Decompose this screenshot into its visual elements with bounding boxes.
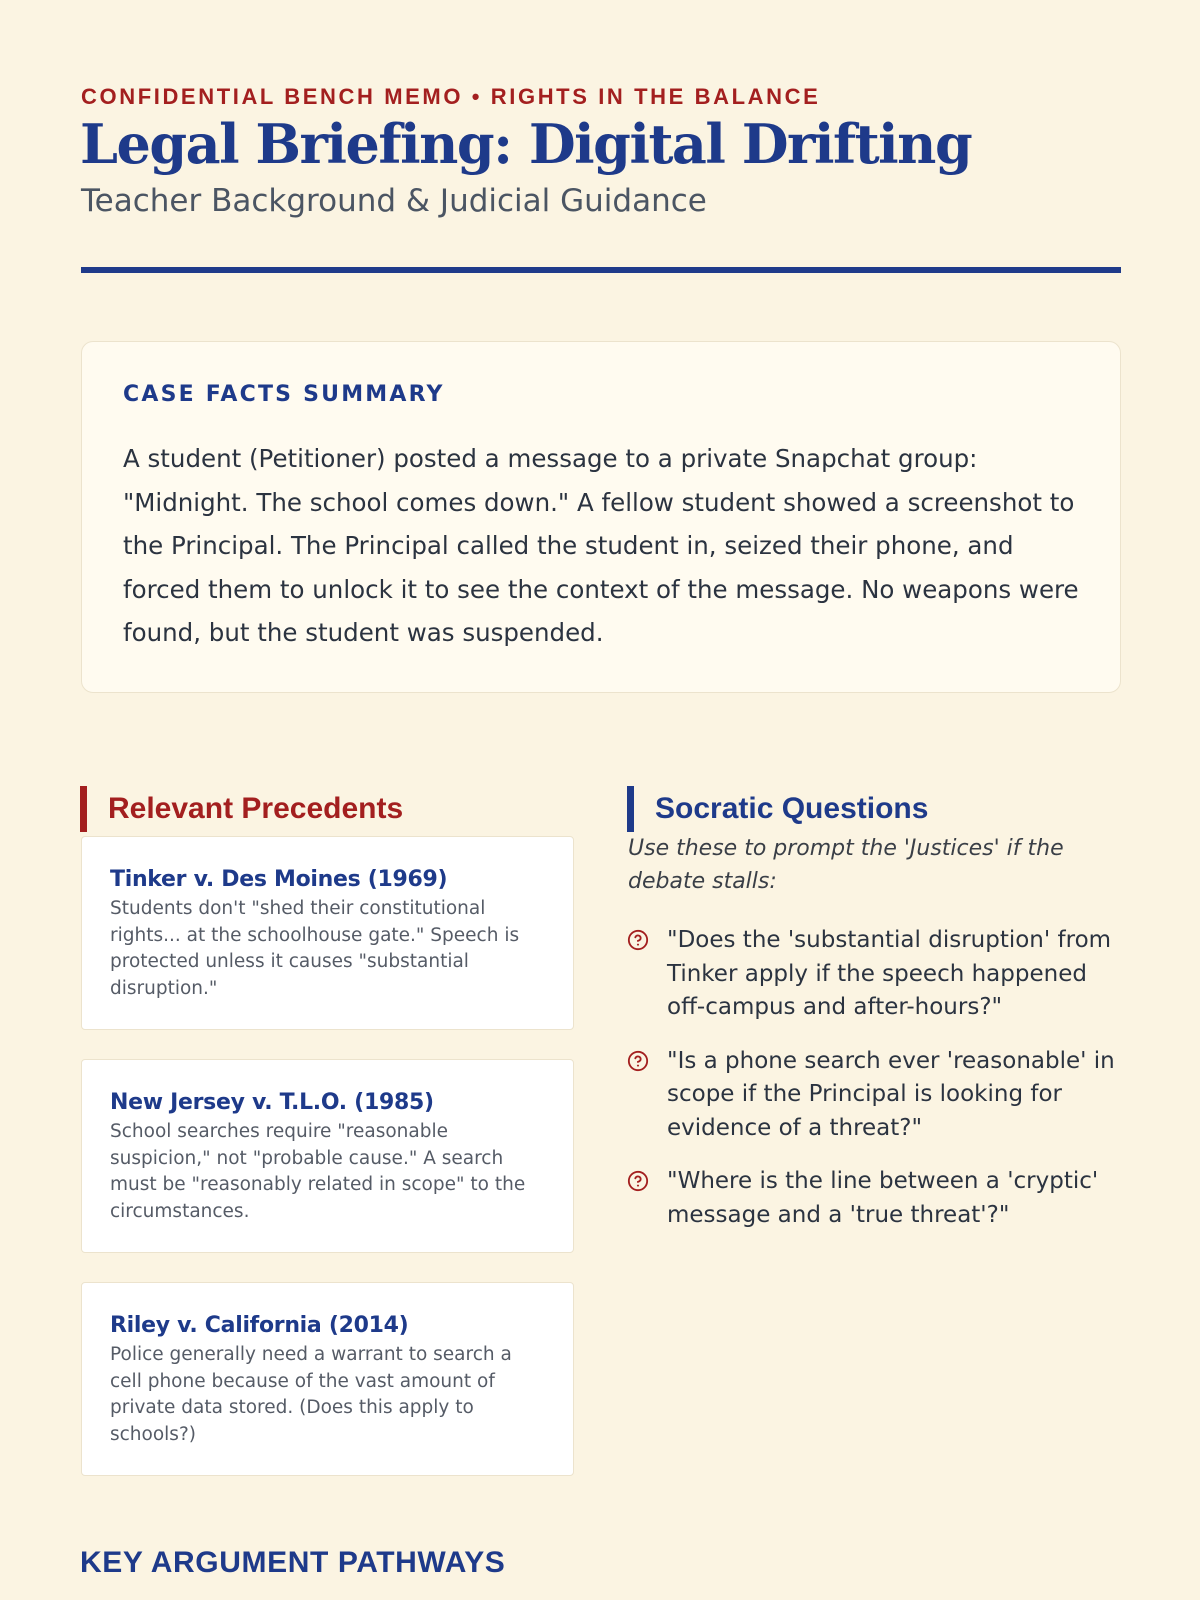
socratic-question xyxy=(627,1045,1127,1146)
precedent-description: Police generally need a warrant to search a cell phone because of the vast amount of private data stored. (Does this apply to schools?) xyxy=(110,1344,512,1445)
page-title: Legal Briefing: Digital Drifting xyxy=(80,112,972,176)
case-facts-body: A student (Petitioner) posted a message to a private Snapchat group: "Midnight. The school comes down." A fellow student showed a screenshot to the Principal. The Principal called the student in, seized their phone, and forced them to unlock it to see the context of the message. No weapons were found, but the student was suspended. xyxy=(123,444,1079,647)
precedent-card-tinker xyxy=(81,836,574,1030)
socratic-question-list xyxy=(627,924,1127,1252)
argument-pathways-heading: KEY ARGUMENT PATHWAYS xyxy=(80,1546,506,1579)
question-circle-icon xyxy=(627,929,649,951)
memo-kicker: CONFIDENTIAL BENCH MEMO • RIGHTS IN THE BALANCE xyxy=(81,84,821,109)
question-circle-icon xyxy=(627,1170,649,1192)
question-text: "Where is the line between a 'cryptic' message and a 'true threat'?" xyxy=(667,1168,1099,1228)
socratic-question xyxy=(627,924,1127,1025)
precedent-title: New Jersey v. T.L.O. (1985) xyxy=(110,1090,434,1115)
precedent-description: Students don't "shed their constitutional rights... at the schoolhouse gate." Speech is protected unless it causes "substantial disruption." xyxy=(110,898,520,999)
question-text: "Is a phone search ever 'reasonable' in scope if the Principal is looking for evidence of a threat?" xyxy=(667,1047,1115,1141)
precedent-title: Tinker v. Des Moines (1969) xyxy=(110,867,448,892)
precedents-heading: Relevant Precedents xyxy=(80,786,403,832)
question-circle-icon xyxy=(627,1050,649,1072)
header-divider xyxy=(81,267,1121,273)
precedent-card-riley xyxy=(81,1282,574,1476)
socratic-questions-heading: Socratic Questions xyxy=(627,786,928,832)
question-text: "Does the 'substantial disruption' from Tinker apply if the speech happened off-campus and after-hours?" xyxy=(667,927,1112,1020)
case-facts-heading: CASE FACTS SUMMARY xyxy=(123,382,445,407)
precedent-description: School searches require "reasonable suspicion," not "probable cause." A search must be "reasonably related in scope" to the circumstances. xyxy=(110,1121,526,1222)
socratic-question xyxy=(627,1165,1127,1232)
case-facts-card xyxy=(81,341,1121,693)
precedent-title: Riley v. California (2014) xyxy=(110,1313,409,1338)
socratic-intro: Use these to prompt the 'Justices' if the debate stalls: xyxy=(628,836,1064,894)
precedent-card-tlo xyxy=(81,1059,574,1253)
page-subtitle: Teacher Background & Judicial Guidance xyxy=(81,183,707,219)
